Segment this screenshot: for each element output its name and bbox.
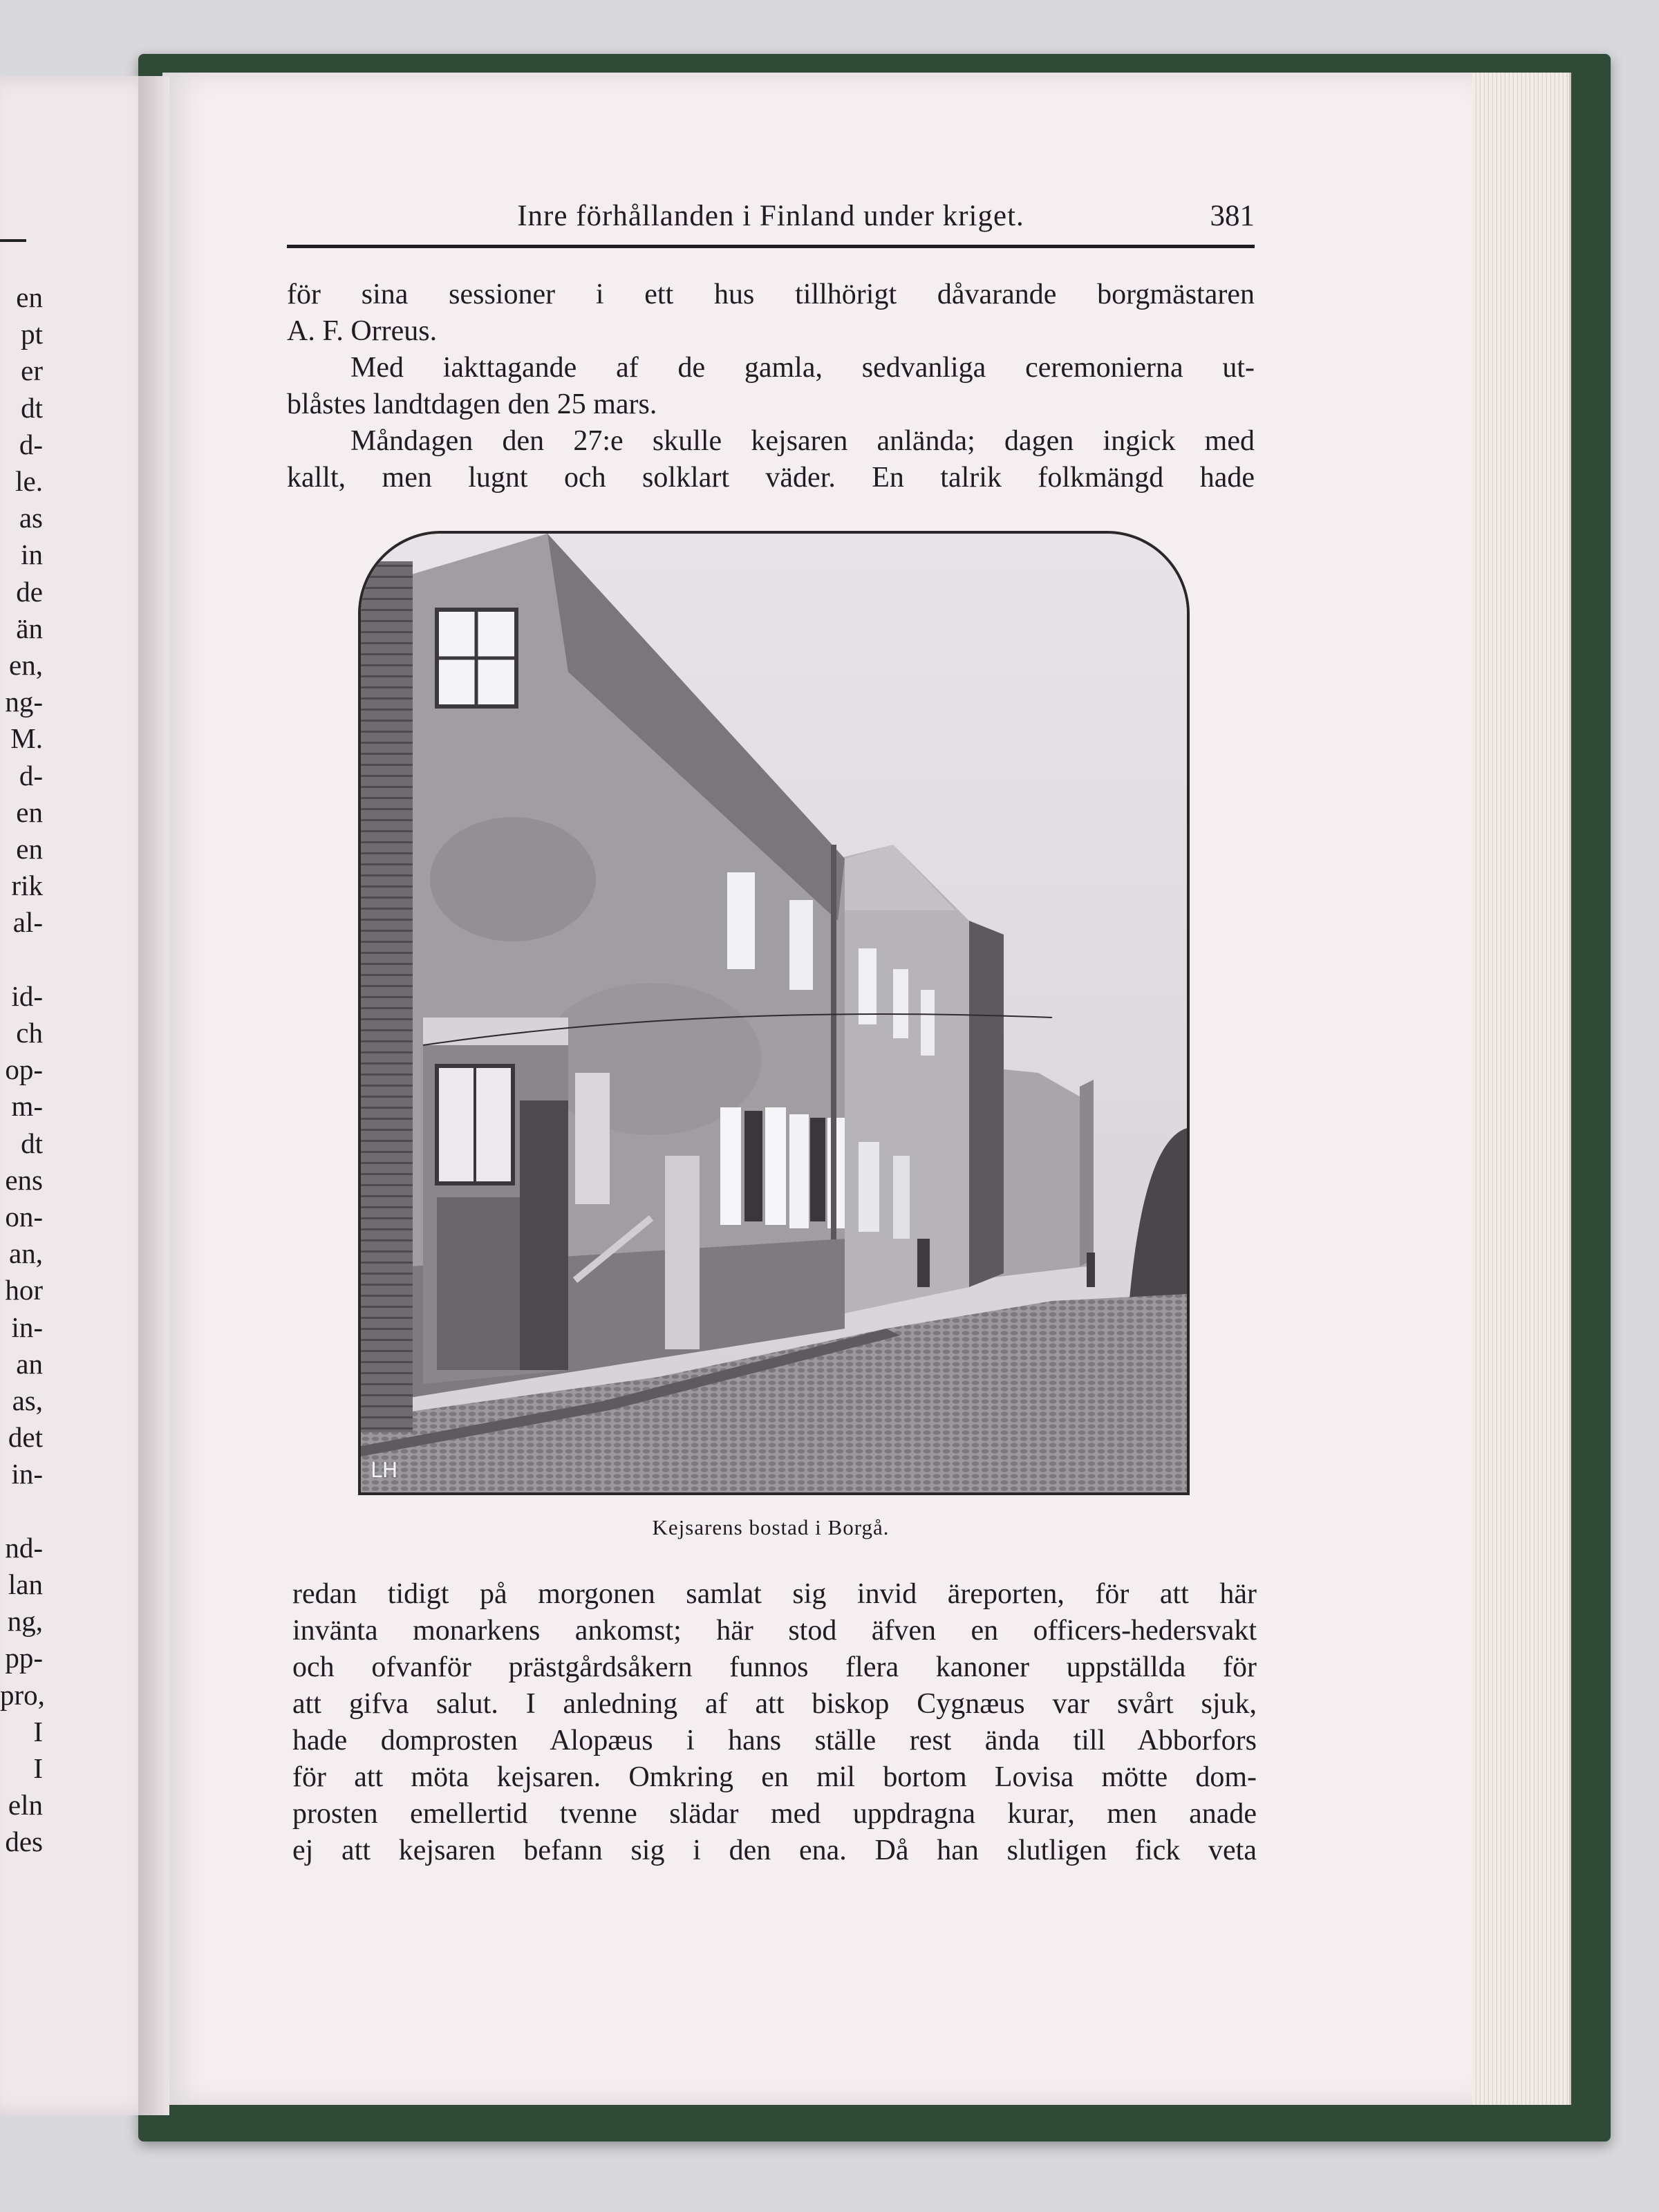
left-page-fragment: ng,: [7, 1605, 43, 1638]
text-line: kallt, men lugnt och solklart väder. En talrik folkmängd hade: [287, 462, 1255, 494]
left-page-fragment: M.: [10, 722, 43, 755]
left-page-fragment: in: [21, 538, 43, 571]
left-page-fragment: I: [33, 1715, 43, 1747]
photograph-image: [361, 534, 1187, 1492]
left-page-fragment: rik: [11, 870, 43, 902]
text-line: hade domprosten Alopæus i hans ställe rest ända till Abborfors: [292, 1725, 1257, 1756]
left-page-fragment: er: [21, 355, 43, 387]
text-line: för att möta kejsaren. Omkring en mil bortom Lovisa mötte dom-: [292, 1761, 1257, 1793]
left-page-fragment: en: [16, 281, 43, 313]
text-line: för sina sessioner i ett hus tillhörigt dåvarande borgmästaren: [287, 279, 1255, 310]
running-head-title: Inre förhållanden i Finland under kriget.: [517, 200, 1024, 232]
text-line: A. F. Orreus.: [287, 315, 438, 347]
left-page-fragment: ch: [16, 1017, 43, 1049]
left-page-fragment: nd-: [5, 1531, 43, 1564]
left-page-fragment: ng-: [5, 686, 43, 718]
left-page-fragment: pro,: [0, 1678, 45, 1711]
text-line: Måndagen den 27:e skulle kejsaren anlända; dagen ingick med: [350, 425, 1255, 457]
left-page-fragment: as: [19, 502, 43, 534]
text-line: redan tidigt på morgonen samlat sig invid äreporten, för att här: [292, 1578, 1257, 1610]
left-page-rule: [0, 239, 26, 242]
paragraph-top: [287, 276, 1255, 496]
text-line: och ofvanför prästgårdsåkern funnos flera kanoner uppställda för: [292, 1651, 1257, 1683]
left-page: [0, 76, 160, 2115]
photo-monogram: LH: [371, 1459, 398, 1483]
left-page-fragment: lan: [8, 1568, 43, 1600]
text-line: ej att kejsaren befann sig i den ena. Då han slutligen fick veta: [292, 1835, 1257, 1866]
left-page-fragment: as,: [12, 1385, 43, 1416]
left-page-fragment: m-: [11, 1090, 43, 1123]
left-page-fragment: le.: [15, 465, 43, 497]
street-photograph: [358, 531, 1190, 1495]
running-head: [287, 199, 1255, 247]
left-page-fragment: id-: [11, 980, 43, 1012]
left-page-fragment: en: [16, 796, 43, 828]
left-page-fragment: op-: [5, 1053, 43, 1086]
figure-caption: Kejsarens bostad i Borgå.: [652, 1515, 890, 1539]
paragraph-bottom: [292, 1576, 1257, 1869]
left-page-fragment: in-: [11, 1458, 43, 1490]
left-page-fragment: dt: [21, 391, 43, 424]
left-page-fragment: pp-: [5, 1642, 43, 1674]
left-page-fragment: on-: [5, 1201, 43, 1232]
text-line: invänta monarkens ankomst; här stod äfven en officers-hedersvakt: [292, 1615, 1257, 1647]
text-line: blåstes landtdagen den 25 mars.: [287, 388, 657, 420]
left-page-fragment: de: [16, 575, 43, 608]
left-page-fragment: en,: [9, 649, 43, 681]
left-page-fragment: an,: [9, 1237, 43, 1270]
text-line: Med iakttagande af de gamla, sedvanliga ceremonierna ut-: [350, 352, 1255, 384]
page-edges: [1472, 73, 1571, 2105]
left-page-fragment: in-: [11, 1311, 43, 1343]
left-page-fragment: en: [16, 833, 43, 865]
left-page-fragment: hor: [5, 1274, 43, 1306]
left-page-fragment: des: [5, 1826, 43, 1858]
text-line: att gifva salut. I anledning af att biskop Cygnæus var svårt sjuk,: [292, 1688, 1257, 1720]
left-page-fragment: an: [16, 1347, 43, 1380]
left-page-fragment: pt: [21, 318, 43, 350]
left-page-fragment: d-: [19, 759, 43, 791]
left-page-fragment: det: [8, 1421, 43, 1454]
left-page-fragment: d-: [19, 428, 43, 460]
header-rule: [287, 245, 1255, 248]
gutter: [138, 76, 169, 2115]
text-line: prosten emellertid tvenne slädar med uppdragna kurar, men anade: [292, 1798, 1257, 1830]
page-number: 381: [1210, 200, 1255, 232]
left-page-fragment: dt: [21, 1127, 43, 1159]
left-page-fragment: än: [16, 612, 43, 644]
left-page-fragment: al-: [12, 906, 43, 939]
left-page-fragment: ens: [5, 1163, 43, 1196]
left-page-fragment: eln: [8, 1789, 43, 1821]
left-page-fragment: I: [33, 1752, 43, 1784]
